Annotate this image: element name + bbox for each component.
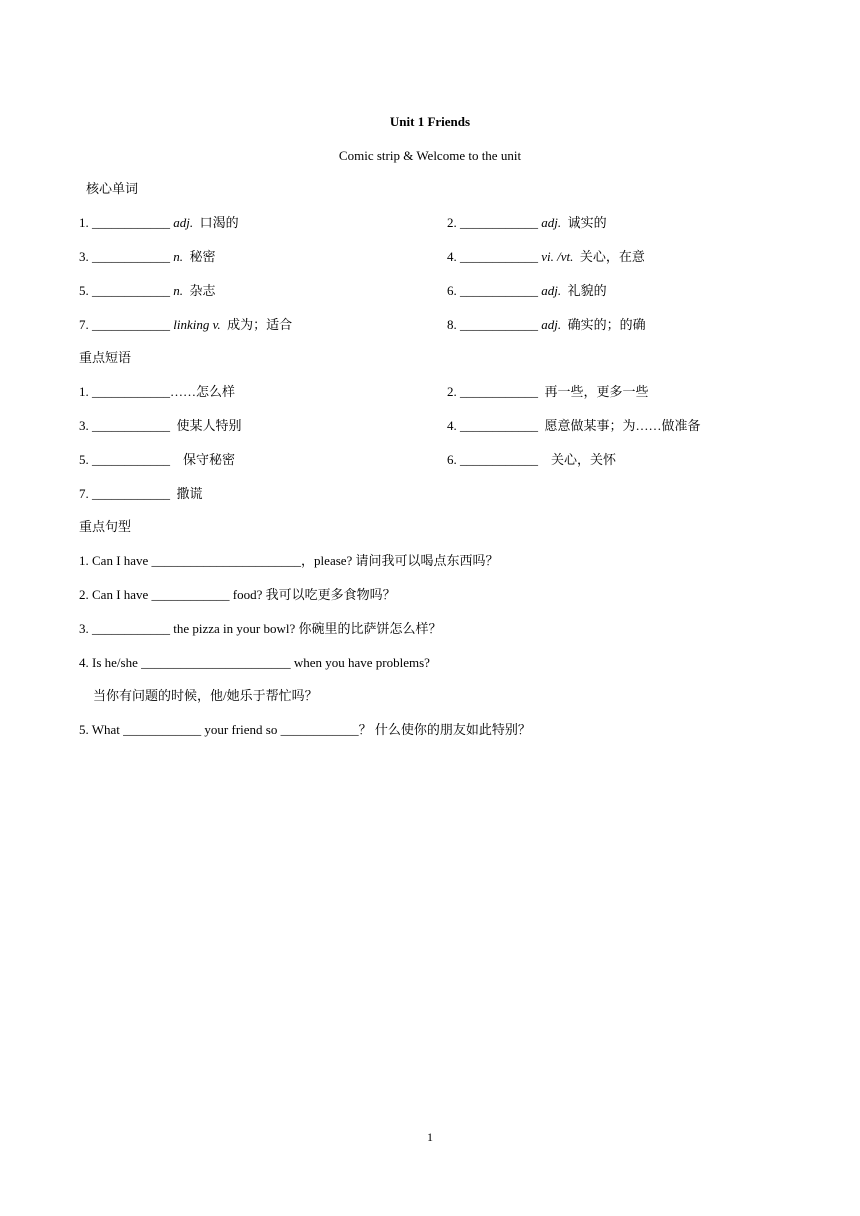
page-title: Unit 1 Friends [389, 114, 471, 129]
sentence-item-4: 4. Is he/she _______________________ when you have problems? [79, 655, 430, 670]
phrase-item-3: 3. ____________ 使某人特别 [79, 418, 242, 433]
sentence-item-1: 1. Can I have _______________________，please? 请问我可以喝点东西吗？ [79, 553, 499, 568]
answer-blank: ____________ [92, 384, 170, 399]
answer-blank: ____________ [92, 215, 170, 230]
answer-blank: ____________ [92, 317, 170, 332]
vocab-heading: 核心单词 [86, 181, 139, 196]
answer-blank: ____________ [460, 418, 538, 433]
phrase-item-4: 4. ____________ 愿意做某事；为……做准备 [447, 418, 701, 433]
answer-blank: ____________ [460, 215, 538, 230]
answer-blank: ____________ [92, 283, 170, 298]
sentence-item-3: 3. ____________ the pizza in your bowl? 你碗里的比萨饼怎么样？ [79, 621, 442, 636]
answer-blank: ____________ [460, 283, 538, 298]
sentence-item-5: 5. What ____________ your friend so ____________？ 什么使你的朋友如此特别？ [79, 722, 531, 737]
phrase-item-2: 2. ____________ 再一些，更多一些 [447, 384, 649, 399]
vocab-item-8: 8. ____________ adj. 确实的；的确 [447, 317, 646, 332]
answer-blank: ____________ [460, 317, 538, 332]
vocab-item-3: 3. ____________ n. 秘密 [79, 249, 216, 264]
answer-blank: ____________ [92, 418, 170, 433]
answer-blank: ____________ [92, 486, 170, 501]
vocab-item-6: 6. ____________ adj. 礼貌的 [447, 283, 607, 298]
phrases-heading: 重点短语 [79, 350, 132, 365]
phrase-item-6: 6. ____________ 关心，关怀 [447, 452, 617, 467]
answer-blank: ____________ [460, 452, 538, 467]
page-subtitle: Comic strip & Welcome to the unit [338, 148, 522, 163]
sentence-item-4-translation: 当你有问题的时候，他/她乐于帮忙吗？ [93, 688, 318, 703]
vocab-item-5: 5. ____________ n. 杂志 [79, 283, 216, 298]
sentence-item-2: 2. Can I have ____________ food? 我可以吃更多食物吗？ [79, 587, 396, 602]
vocab-item-1: 1. ____________ adj. 口渴的 [79, 215, 239, 230]
page-number: 1 [427, 1130, 433, 1144]
vocab-item-2: 2. ____________ adj. 诚实的 [447, 215, 607, 230]
answer-blank: ____________ [460, 384, 538, 399]
answer-blank: ____________ [460, 249, 538, 264]
phrase-item-1: 1. ____________……怎么样 [79, 384, 236, 399]
phrase-item-5: 5. ____________ 保守秘密 [79, 452, 236, 467]
vocab-item-4: 4. ____________ vi. /vt. 关心，在意 [447, 249, 645, 264]
sentences-heading: 重点句型 [79, 519, 132, 534]
phrase-item-7: 7. ____________ 撒谎 [79, 486, 203, 501]
answer-blank: ____________ [92, 249, 170, 264]
answer-blank: ____________ [92, 452, 170, 467]
vocab-item-7: 7. ____________ linking v. 成为；适合 [79, 317, 293, 332]
